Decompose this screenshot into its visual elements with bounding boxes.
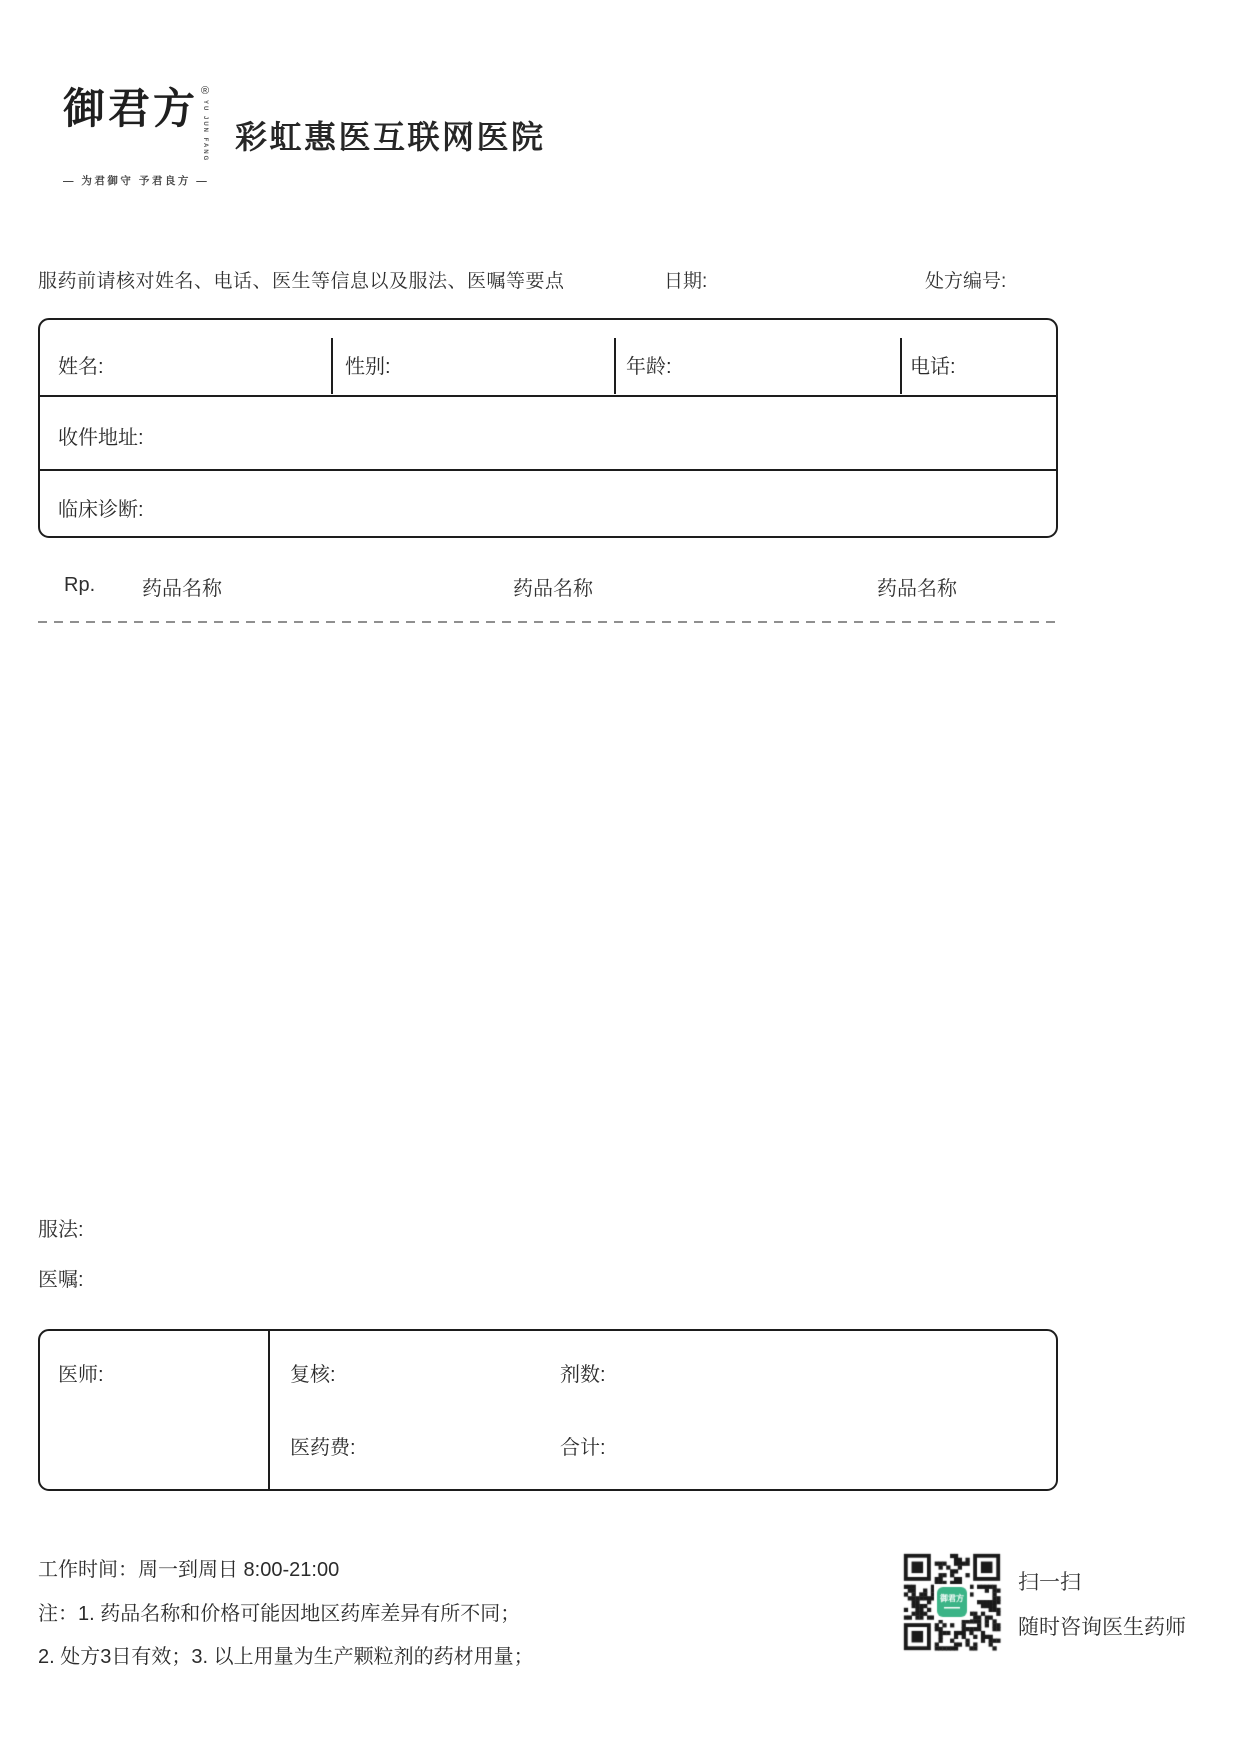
work-time-text: 工作时间：周一到周日 8:00-21:00 [38, 1559, 340, 1581]
drug-name-column-header: 药品名称 [142, 578, 222, 600]
age-label: 年龄: [626, 356, 672, 378]
column-divider [331, 338, 333, 394]
review-label: 复核: [290, 1364, 336, 1386]
diagnosis-label: 临床诊断: [58, 499, 144, 521]
scan-title: 扫一扫 [1018, 1571, 1081, 1594]
address-label: 收件地址: [58, 427, 144, 449]
note-line-2: 2. 处方3日有效；3. 以上用量为生产颗粒剂的药材用量； [38, 1646, 534, 1668]
name-label: 姓名: [58, 356, 104, 378]
brand-vertical-text: YU JUN FANG [202, 100, 209, 163]
drug-list-area [38, 630, 1060, 1200]
usage-label: 服法: [38, 1219, 84, 1241]
prescription-number-label: 处方编号: [925, 271, 1007, 292]
drug-name-column-header: 药品名称 [877, 578, 957, 600]
hospital-title: 彩虹惠医互联网医院 [235, 119, 546, 155]
column-divider [268, 1330, 270, 1490]
dose-count-label: 剂数: [560, 1364, 606, 1386]
scan-subtitle: 随时咨询医生药师 [1018, 1616, 1186, 1639]
drug-name-column-header: 药品名称 [513, 578, 593, 600]
note-line-1: 注：1. 药品名称和价格可能因地区药库差异有所不同； [38, 1603, 521, 1625]
doctor-advice-label: 医嘱: [38, 1269, 84, 1291]
doctor-label: 医师: [58, 1364, 104, 1386]
dashed-divider [38, 621, 1060, 623]
column-divider [900, 338, 902, 394]
total-label: 合计: [560, 1437, 606, 1459]
date-label: 日期: [664, 271, 708, 292]
registered-trademark-icon: ® [201, 85, 210, 97]
medicine-fee-label: 医药费: [290, 1437, 356, 1459]
qr-code [900, 1550, 1004, 1654]
phone-label: 电话: [910, 356, 956, 378]
verify-notice-text: 服药前请核对姓名、电话、医生等信息以及服法、医嘱等要点 [38, 271, 565, 292]
gender-label: 性别: [345, 356, 391, 378]
brand-text: 御君方 [63, 84, 199, 133]
rp-header-row [38, 572, 1060, 600]
row-divider [40, 469, 1056, 471]
rp-label: Rp. [64, 574, 96, 596]
column-divider [614, 338, 616, 394]
notice-row [38, 266, 1060, 292]
brand-tagline: — 为君御守 予君良方 — [63, 175, 210, 188]
row-divider [40, 395, 1056, 397]
patient-info-box [38, 318, 1058, 538]
brand-logo [63, 86, 209, 188]
summary-box [38, 1329, 1058, 1491]
